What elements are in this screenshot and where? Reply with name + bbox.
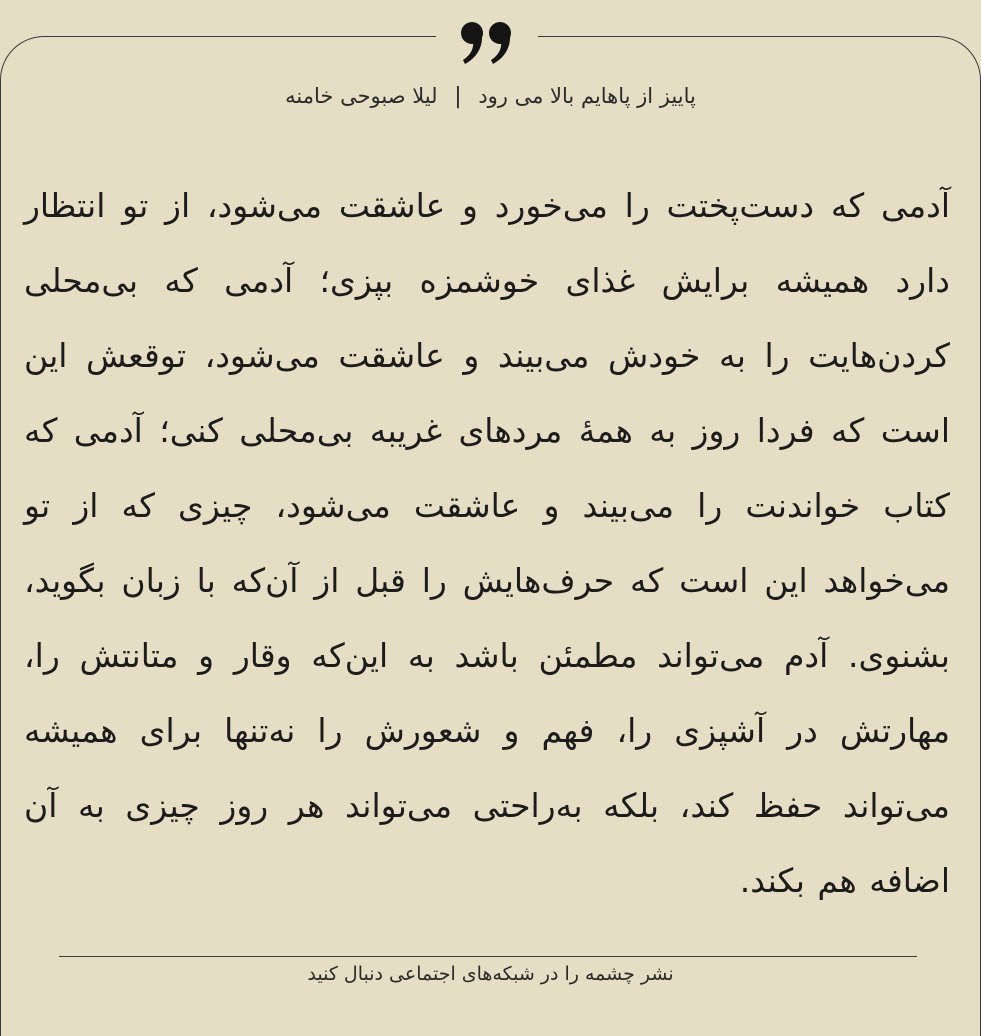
author-name: لیلا صبوحی خامنه (285, 84, 438, 108)
source-separator: | (454, 84, 462, 109)
footer-divider (59, 956, 917, 957)
source-line (0, 84, 981, 109)
footer-text: نشر چشمه را در شبکه‌های اجتماعی دنبال کنید (307, 963, 674, 985)
quote-mark-icon (458, 20, 518, 66)
quote-text: آدمی که دست‌پختت را می‌خورد و عاشقت می‌شود، از تو انتظار دارد همیشه برایش غذای خوشمزه بپزی؛ آدمی که بی‌محلی کردن‌هایت را به خودش می‌بیند و عاشقت می‌شود، توقعش این است که فردا روز به همهٔ مردهای غریبه بی‌محلی کنی؛ آدمی که کتاب خواندنت را می‌بیند و عاشقت می‌شود، چیزی که از تو می‌خواهد این است که حرف‌هایش را قبل از آن‌که با زبان بگوید، بشنوی. آدم می‌تواند مطمئن باشد به این‌که وقار و متانتش را، مهارتش در آشپزی را، فهم و شعورش را نه‌تنها برای همیشه می‌تواند حفظ کند، بلکه به‌راحتی می‌تواند هر روز چیزی به آن اضافه هم بکند. (24, 186, 950, 900)
book-title: پاییز از پاهایم بالا می رود (478, 84, 696, 108)
